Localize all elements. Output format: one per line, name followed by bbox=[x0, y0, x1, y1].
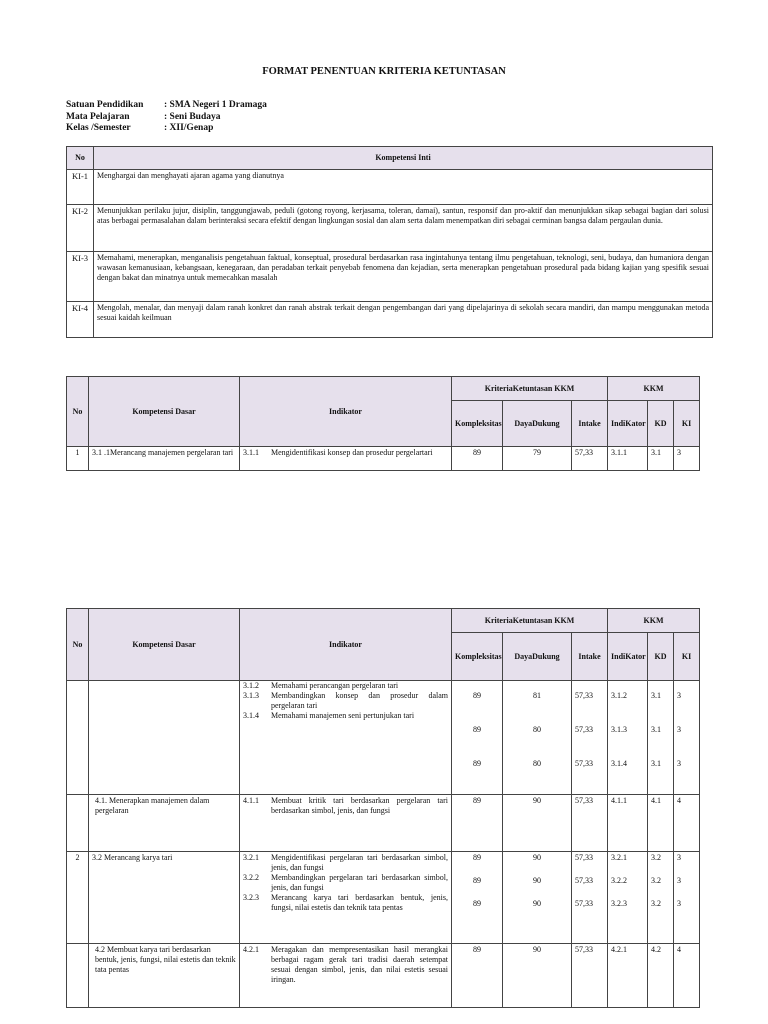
row-indikator bbox=[240, 795, 452, 852]
indicator-no: 4.2.1 bbox=[243, 945, 259, 954]
value-cell: 3 bbox=[677, 876, 682, 885]
kkm-table-2 bbox=[66, 608, 700, 1008]
table-row bbox=[67, 795, 700, 852]
indicator-no: 3.2.3 bbox=[243, 893, 259, 902]
meta-info bbox=[66, 100, 267, 135]
value-cell: 3 bbox=[677, 725, 682, 734]
header-kd: KD bbox=[648, 401, 674, 447]
row-daya-dukung: 79 bbox=[503, 447, 572, 471]
header-indikator: Indikator bbox=[240, 609, 452, 681]
meta-row-mapel bbox=[66, 112, 267, 124]
value-cell: 89 bbox=[473, 725, 481, 734]
header-kompleksitas: Kompleksitas bbox=[452, 633, 503, 681]
row-kd: 4.1. Menerapkan manajemen dalam pergelaran bbox=[89, 795, 240, 852]
row-indikator-code: 3.1.1 bbox=[608, 447, 648, 471]
header-kkm: KKM bbox=[608, 609, 700, 633]
row-kompleksitas: 89 bbox=[452, 795, 503, 852]
value-cell: 3 bbox=[677, 691, 682, 700]
value-cell: 90 bbox=[533, 853, 541, 862]
table-row bbox=[67, 447, 700, 471]
indicator-text: Mengidentifikasi pergelaran tari berdasarkan simbol, jenis, dan fungsi bbox=[271, 853, 448, 872]
header-kriteria: KriteriaKetuntasan KKM bbox=[452, 609, 608, 633]
ki-no: KI-4 bbox=[67, 302, 94, 338]
row-kd: 3.1 .1Merancang manajemen pergelaran tari bbox=[89, 447, 240, 471]
value-cell: 3 bbox=[677, 899, 682, 908]
row-intake: 57,33 bbox=[572, 795, 608, 852]
value-cell: 90 bbox=[533, 899, 541, 908]
value-cell: 3.1 bbox=[651, 759, 662, 768]
table-row bbox=[67, 302, 713, 338]
indicator-no: 3.1.1 bbox=[243, 448, 259, 457]
value-cell: 80 bbox=[533, 759, 541, 768]
indicator-no: 3.2.1 bbox=[243, 853, 259, 862]
value-cell: 89 bbox=[473, 691, 481, 700]
value-cell: 57,33 bbox=[575, 876, 593, 885]
row-kd: 4.2 Membuat karya tari berdasarkan bentuk, jenis, fungsi, nilai estetis dan teknik tata pentas bbox=[89, 944, 240, 1008]
row-indikator-code: 4.2.1 bbox=[608, 944, 648, 1008]
value-cell: 89 bbox=[473, 853, 481, 862]
meta-label: Satuan Pendidikan bbox=[66, 100, 144, 110]
ki-no: KI-1 bbox=[67, 170, 94, 205]
row-intake bbox=[572, 681, 608, 795]
indicator-text: Mengidentifikasi konsep dan prosedur pergelartari bbox=[271, 448, 433, 457]
header-kompetensi-inti: Kompetensi Inti bbox=[94, 147, 713, 170]
ki-text: Mengolah, menalar, dan menyaji dalam ranah konkret dan ranah abstrak terkait dengan pengembangan dari yang dipelajarinya di sekolah secara mandiri, dan mampu menggunakan metoda sesuai kaidah keilmuan bbox=[94, 302, 713, 338]
row-no bbox=[67, 681, 89, 795]
header-kompetensi-dasar: Kompetensi Dasar bbox=[89, 377, 240, 447]
meta-value: : SMA Negeri 1 Dramaga bbox=[164, 100, 267, 110]
header-indikator-short: IndiKator bbox=[608, 633, 648, 681]
header-intake: Intake bbox=[572, 633, 608, 681]
value-cell: 89 bbox=[473, 899, 481, 908]
value-cell: 3.2 bbox=[651, 876, 662, 885]
row-daya-dukung bbox=[503, 681, 572, 795]
table-row bbox=[67, 252, 713, 302]
value-cell: 57,33 bbox=[575, 853, 593, 862]
row-kd-code bbox=[648, 852, 674, 944]
value-cell: 57,33 bbox=[575, 691, 593, 700]
value-cell: 3.1.4 bbox=[611, 759, 628, 768]
indicator-text: Membandingkan konsep dan prosedur dalam pergelaran tari bbox=[271, 691, 448, 710]
row-no: 2 bbox=[67, 852, 89, 944]
value-cell: 89 bbox=[473, 876, 481, 885]
value-cell: 57,33 bbox=[575, 899, 593, 908]
value-cell: 57,33 bbox=[575, 725, 593, 734]
value-cell: 80 bbox=[533, 725, 541, 734]
row-daya-dukung bbox=[503, 852, 572, 944]
meta-value: : XII/Genap bbox=[164, 123, 214, 133]
meta-label: Mata Pelajaran bbox=[66, 111, 130, 122]
table-row bbox=[67, 205, 713, 252]
header-ki: KI bbox=[674, 401, 700, 447]
row-ki bbox=[674, 681, 700, 795]
header-kompetensi-dasar: Kompetensi Dasar bbox=[89, 609, 240, 681]
row-indikator-code bbox=[608, 681, 648, 795]
value-cell: 3.2 bbox=[651, 853, 662, 862]
row-kompleksitas bbox=[452, 681, 503, 795]
row-kd bbox=[89, 681, 240, 795]
row-intake: 57,33 bbox=[572, 944, 608, 1008]
value-cell: 3 bbox=[677, 759, 682, 768]
value-cell: 3.1 bbox=[651, 725, 662, 734]
row-indikator bbox=[240, 944, 452, 1008]
row-indikator-code: 4.1.1 bbox=[608, 795, 648, 852]
header-intake: Intake bbox=[572, 401, 608, 447]
row-ki: 3 bbox=[674, 447, 700, 471]
indicator-no: 3.1.3 bbox=[243, 691, 259, 700]
row-intake bbox=[572, 852, 608, 944]
ki-no: KI-2 bbox=[67, 205, 94, 252]
row-kompleksitas: 89 bbox=[452, 944, 503, 1008]
indicator-text: Memahami manajemen seni pertunjukan tari bbox=[271, 711, 415, 720]
header-kompleksitas: Kompleksitas bbox=[452, 401, 503, 447]
indicator-text: Membuat kritik tari berdasarkan pergelaran tari berdasarkan simbol, jenis, dan fungsi bbox=[271, 796, 448, 815]
indicator-text: Membandingkan pergelaran tari berdasarkan simbol, jenis, dan fungsi bbox=[271, 873, 448, 892]
value-cell: 3.1 bbox=[651, 691, 662, 700]
kkm-table-1 bbox=[66, 376, 700, 471]
row-no bbox=[67, 795, 89, 852]
value-cell: 3.1.3 bbox=[611, 725, 628, 734]
header-kd: KD bbox=[648, 633, 674, 681]
header-no: No bbox=[67, 147, 94, 170]
ki-text: Memahami, menerapkan, menganalisis pengetahuan faktual, konseptual, prosedural berdasarkan rasa ingintahunya tentang ilmu pengetahuan, teknologi, seni, budaya, dan humaniora dengan wawasan kemanusiaan, kebangsaan, kenegaraan, dan peradaban terkait penyebab fenomena dan kejadian, serta menerapkan pengetahuan prosedural pada bidang kajian yang spesifik sesuai dengan bakat dan minatnya untuk memecahkan masalah bbox=[94, 252, 713, 302]
value-cell: 89 bbox=[473, 759, 481, 768]
row-kd-code: 3.1 bbox=[648, 447, 674, 471]
header-daya-dukung: DayaDukung bbox=[503, 633, 572, 681]
meta-label: Kelas /Semester bbox=[66, 123, 131, 133]
header-kriteria: KriteriaKetuntasan KKM bbox=[452, 377, 608, 401]
row-ki: 4 bbox=[674, 795, 700, 852]
indicator-no: 3.1.2 bbox=[243, 681, 259, 690]
header-no: No bbox=[67, 609, 89, 681]
row-indikator-code bbox=[608, 852, 648, 944]
value-cell: 3.2.3 bbox=[611, 899, 628, 908]
kompetensi-inti-table bbox=[66, 146, 713, 338]
row-daya-dukung: 90 bbox=[503, 944, 572, 1008]
ki-text: Menghargai dan menghayati ajaran agama yang dianutnya bbox=[94, 170, 713, 205]
header-indikator: Indikator bbox=[240, 377, 452, 447]
value-cell: 3 bbox=[677, 853, 682, 862]
table-row bbox=[67, 681, 700, 795]
table-row bbox=[67, 170, 713, 205]
meta-value: : Seni Budaya bbox=[164, 111, 221, 122]
value-cell: 3.2.1 bbox=[611, 853, 628, 862]
row-kd-code: 4.2 bbox=[648, 944, 674, 1008]
ki-no: KI-3 bbox=[67, 252, 94, 302]
table-row bbox=[67, 852, 700, 944]
row-daya-dukung: 90 bbox=[503, 795, 572, 852]
indicator-text: Memahami perancangan pergelaran tari bbox=[271, 681, 399, 690]
meta-row-kelas bbox=[66, 123, 267, 135]
ki-text: Menunjukkan perilaku jujur, disiplin, tanggungjawab, peduli (gotong royong, kerjasama, toleran, damai), santun, responsif dan pro-aktif dan menunjukkan sikap sebagai bagian dari solusi atas berbagai permasalahan dalam berinteraksi secara efektif dengan lingkungan sosial dan alam serta dalam menempatkan diri sebagai cerminan bangsa dalam pergaulan dunia. bbox=[94, 205, 713, 252]
indicator-text: Meragakan dan mempresentasikan hasil merangkai berbagai ragam gerak tari tradisi daerah setempat sesuai dengan simbol, jenis, dan nilai estetis sesuai iringan. bbox=[271, 945, 448, 984]
header-no: No bbox=[67, 377, 89, 447]
row-kd-code bbox=[648, 681, 674, 795]
value-cell: 3.2.2 bbox=[611, 876, 628, 885]
row-ki: 4 bbox=[674, 944, 700, 1008]
value-cell: 3.2 bbox=[651, 899, 662, 908]
row-no bbox=[67, 944, 89, 1008]
row-indikator bbox=[240, 681, 452, 795]
indicator-no: 3.2.2 bbox=[243, 873, 259, 882]
value-cell: 90 bbox=[533, 876, 541, 885]
indicator-text: Merancang karya tari berdasarkan bentuk, jenis, fungsi, nilai estetis dan teknik tata pentas bbox=[271, 893, 448, 912]
row-kd: 3.2 Merancang karya tari bbox=[89, 852, 240, 944]
indicator-no: 3.1.4 bbox=[243, 711, 259, 720]
row-indikator bbox=[240, 447, 452, 471]
value-cell: 57,33 bbox=[575, 759, 593, 768]
header-ki: KI bbox=[674, 633, 700, 681]
indicator-no: 4.1.1 bbox=[243, 796, 259, 805]
row-indikator bbox=[240, 852, 452, 944]
page-title: FORMAT PENENTUAN KRITERIA KETUNTASAN bbox=[262, 66, 506, 77]
table-row bbox=[67, 944, 700, 1008]
meta-row-satuan bbox=[66, 100, 267, 112]
value-cell: 81 bbox=[533, 691, 541, 700]
row-kompleksitas: 89 bbox=[452, 447, 503, 471]
value-cell: 3.1.2 bbox=[611, 691, 628, 700]
header-daya-dukung: DayaDukung bbox=[503, 401, 572, 447]
row-ki bbox=[674, 852, 700, 944]
row-no: 1 bbox=[67, 447, 89, 471]
row-kompleksitas bbox=[452, 852, 503, 944]
row-intake: 57,33 bbox=[572, 447, 608, 471]
header-kkm: KKM bbox=[608, 377, 700, 401]
row-kd-code: 4.1 bbox=[648, 795, 674, 852]
header-indikator-short: IndiKator bbox=[608, 401, 648, 447]
